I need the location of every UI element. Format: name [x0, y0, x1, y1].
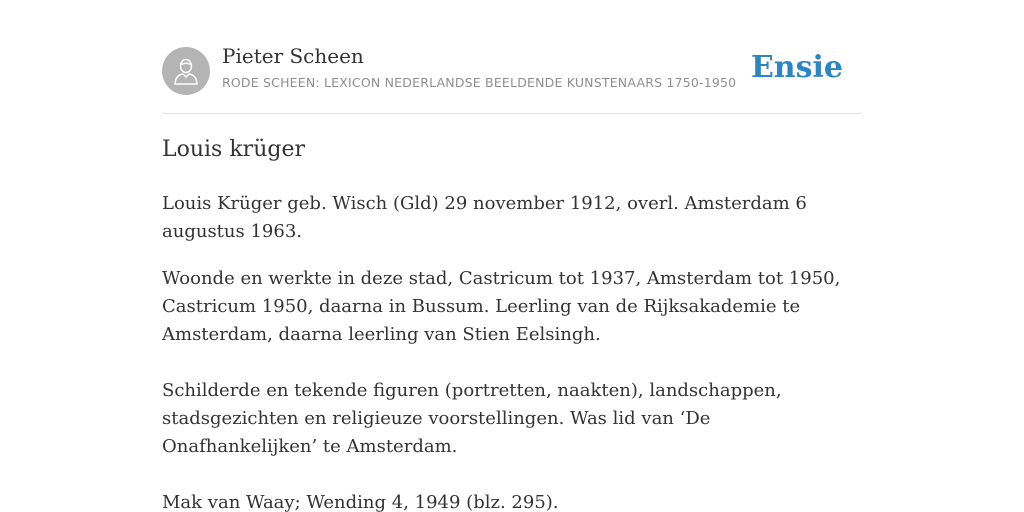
line-gap: [162, 349, 862, 377]
source-label[interactable]: RODE SCHEEN: LEXICON NEDERLANDSE BEELDENDE KUNSTENAARS 1750-1950: [222, 75, 737, 90]
article-container: [162, 0, 862, 512]
paragraph: [162, 265, 862, 512]
paragraph-line: Schilderde en tekende figuren (portretten, naakten), landschappen, stadsgezichten en religieuze voorstellingen. Was lid van ‘De Onafhankelijken’ te Amsterdam.: [162, 380, 782, 457]
article-header: [162, 0, 862, 114]
page-title: Louis krüger: [162, 137, 305, 162]
paragraph-line: Mak van Waay; Wending 4, 1949 (blz. 295).: [162, 492, 559, 512]
user-icon: [173, 57, 199, 85]
line-gap: [162, 461, 862, 489]
author-name[interactable]: Pieter Scheen: [222, 44, 364, 68]
brand-logo[interactable]: Ensie: [750, 50, 843, 85]
avatar[interactable]: [162, 47, 210, 95]
paragraph: Louis Krüger geb. Wisch (Gld) 29 november 1912, overl. Amsterdam 6 augustus 1963.: [162, 193, 807, 242]
article-body: [162, 190, 862, 512]
paragraph-line: Woonde en werkte in deze stad, Castricum tot 1937, Amsterdam tot 1950, Castricum 1950, daarna in Bussum. Leerling van de Rijksakademie te Amsterdam, daarna leerling van Stien Eelsingh.: [162, 268, 841, 345]
